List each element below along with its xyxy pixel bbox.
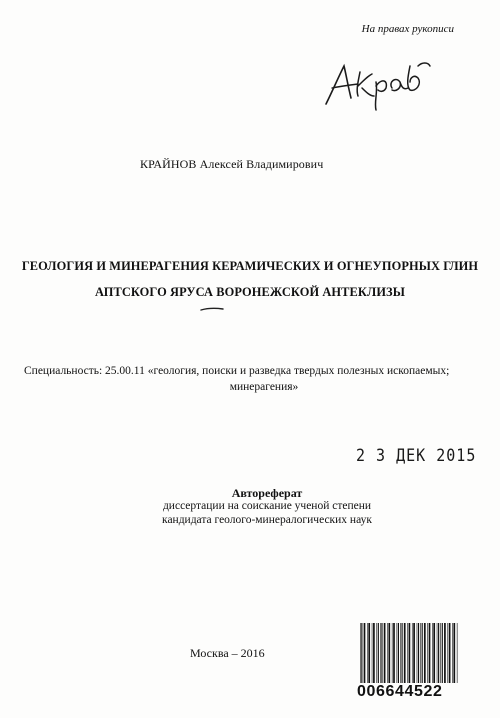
abstract-line-1: диссертации на соискание ученой степени (162, 500, 372, 512)
rights-note: На правах рукописи (361, 23, 454, 35)
barcode-number: 006644522 (357, 683, 443, 700)
handwritten-signature (318, 52, 438, 112)
pen-underline-mark (200, 306, 224, 312)
specialty-line-2: минерагения» (229, 381, 299, 393)
barcode-image (359, 623, 459, 683)
title-line-2: АПТСКОГО ЯРУСА ВОРОНЕЖСКОЙ АНТЕКЛИЗЫ (95, 285, 405, 299)
specialty (24, 363, 474, 395)
city-year: Москва – 2016 (190, 646, 265, 660)
author-name: КРАЙНОВ Алексей Владимирович (140, 157, 324, 171)
title-line-1: ГЕОЛОГИЯ И МИНЕРАГЕНИЯ КЕРАМИЧЕСКИХ И ОГНЕУПОРНЫХ ГЛИН (21, 259, 479, 273)
abstract-line-2: кандидата геолого-минералогических наук (162, 514, 372, 526)
abstract-title: Автореферат (231, 486, 303, 500)
date-stamp: 2 3 ДЕК 2015 (356, 445, 477, 466)
specialty-line-1: Специальность: 25.00.11 «геология, поиски и разведка твердых полезных ископаемых; (24, 365, 450, 377)
